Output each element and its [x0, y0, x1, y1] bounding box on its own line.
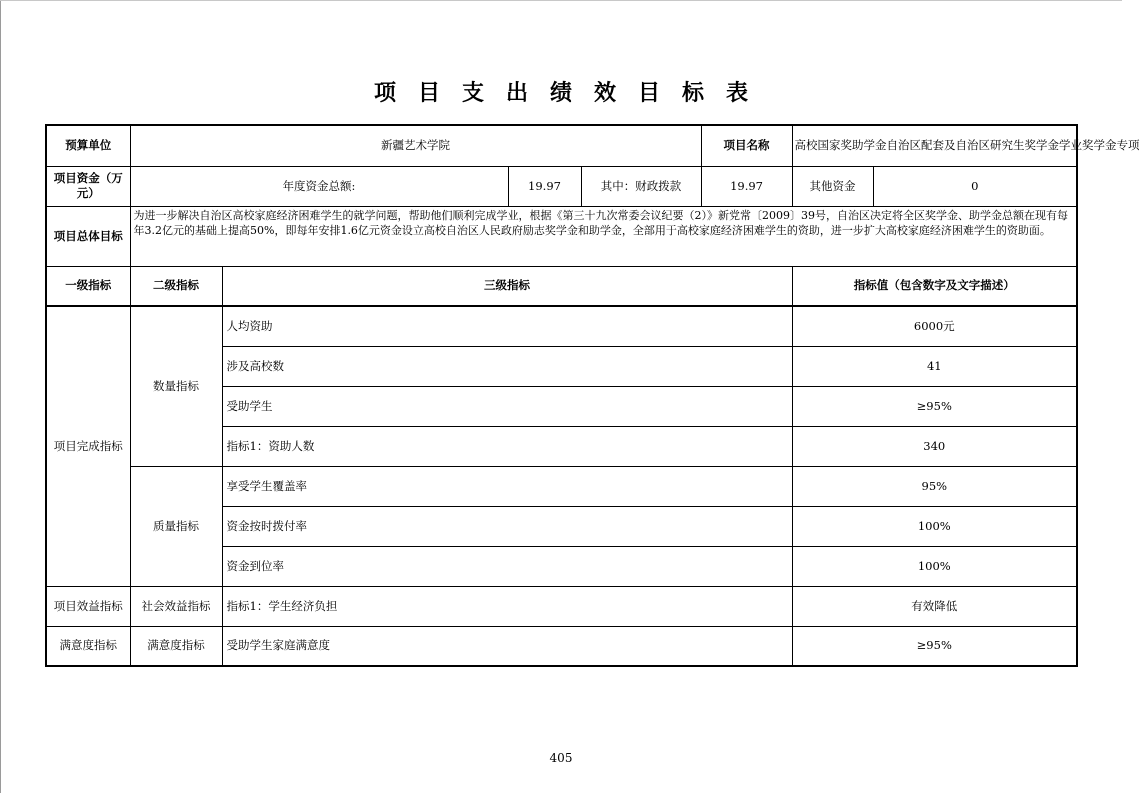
col-header-level1: 一级指标: [46, 266, 130, 306]
col-header-level3: 三级指标: [222, 266, 792, 306]
indicator-name: 受助学生: [222, 386, 792, 426]
indicator-name: 指标1：学生经济负担: [222, 586, 792, 626]
project-name-value: 高校国家奖助学金自治区配套及自治区研究生奖学金学业奖学金专项: [792, 125, 1077, 166]
header-row: [46, 125, 1077, 166]
table-row: [46, 306, 1077, 346]
col-header-value: 指标值（包含数字及文字描述）: [792, 266, 1077, 306]
indicator-name: 资金到位率: [222, 546, 792, 586]
performance-table: [45, 124, 1140, 667]
indicator-name: 指标1：资助人数: [222, 426, 792, 466]
other-funds-label: 其他资金: [792, 166, 873, 206]
fiscal-funds-label: 其中：财政拨款: [581, 166, 701, 206]
funds-label: 项目资金（万元）: [46, 166, 130, 206]
project-name-label: 项目名称: [701, 125, 792, 166]
column-header-row: [46, 266, 1077, 306]
satisfaction-sub-indicator-label: 满意度指标: [130, 626, 222, 666]
satisfaction-indicator-label: 满意度指标: [46, 626, 130, 666]
indicator-name: 人均资助: [222, 306, 792, 346]
indicator-name: 享受学生覆盖率: [222, 466, 792, 506]
other-funds-value: 0: [873, 166, 1077, 206]
goal-label: 项目总体目标: [46, 206, 130, 266]
indicator-value: 100%: [792, 506, 1077, 546]
page-edge-top: [0, 0, 1122, 1]
total-funds-value: 19.97: [508, 166, 581, 206]
indicator-value: 95%: [792, 466, 1077, 506]
page-edge-left: [0, 0, 1, 793]
indicator-value: ≥95%: [792, 386, 1077, 426]
quantity-indicator-label: 数量指标: [130, 306, 222, 466]
indicator-value: 340: [792, 426, 1077, 466]
goal-row: [46, 206, 1077, 266]
indicator-value: ≥95%: [792, 626, 1077, 666]
indicator-name: 涉及高校数: [222, 346, 792, 386]
table-row: [46, 626, 1077, 666]
funds-row: [46, 166, 1077, 206]
budget-unit-value: 新疆艺术学院: [130, 125, 701, 166]
social-benefit-indicator-label: 社会效益指标: [130, 586, 222, 626]
fiscal-funds-value: 19.97: [701, 166, 792, 206]
indicator-name: 资金按时拨付率: [222, 506, 792, 546]
page-number: 405: [549, 751, 573, 765]
quality-indicator-label: 质量指标: [130, 466, 222, 586]
budget-unit-label: 预算单位: [46, 125, 130, 166]
indicator-value: 41: [792, 346, 1077, 386]
completion-indicator-label: 项目完成指标: [46, 306, 130, 586]
page-title: 项目支出绩效目标表: [373, 81, 770, 106]
indicator-value: 6000元: [792, 306, 1077, 346]
total-funds-label: 年度资金总额:: [130, 166, 508, 206]
indicator-value: 100%: [792, 546, 1077, 586]
table-row: [46, 586, 1077, 626]
indicator-name: 受助学生家庭满意度: [222, 626, 792, 666]
col-header-level2: 二级指标: [130, 266, 222, 306]
benefit-indicator-label: 项目效益指标: [46, 586, 130, 626]
goal-text: 为进一步解决自治区高校家庭经济困难学生的就学问题，帮助他们顺利完成学业，根据《第三十九次常委会议纪要（2）》新党常〔2009〕39号，自治区决定将全区奖学金、助学金总额在现有每年3.2亿元的基础上提高50%，即每年安排1.6亿元资金设立高校自治区人民政府励志奖学金和助学金，全部用于高校家庭经济困难学生的资助，进一步扩大高校家庭经济困难学生的资助面。: [130, 206, 1077, 266]
table-row: [46, 466, 1077, 506]
indicator-value: 有效降低: [792, 586, 1077, 626]
